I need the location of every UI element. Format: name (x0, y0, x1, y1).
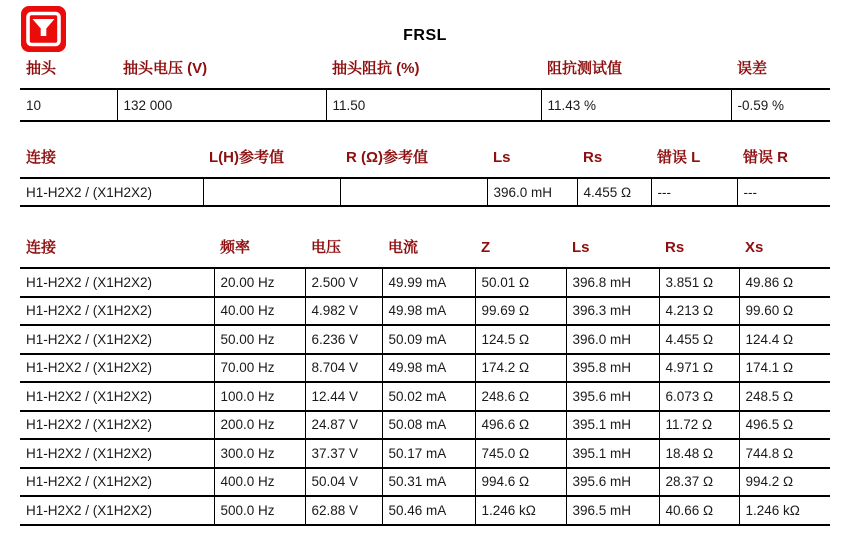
rs-value: 4.455 Ω (577, 178, 651, 206)
xs-value: 496.5 Ω (739, 411, 830, 440)
voltage-value: 62.88 V (305, 496, 382, 525)
connection-value: H1-H2X2 / (X1H2X2) (20, 496, 214, 525)
frequency-value: 70.00 Hz (214, 354, 305, 383)
z-value: 99.69 Ω (475, 297, 566, 326)
measurement-row (20, 297, 830, 326)
col-header-error: 误差 (737, 60, 768, 77)
tap-summary-table (20, 60, 830, 122)
col-header-frequency: 频率 (220, 239, 251, 256)
voltage-value: 37.37 V (305, 439, 382, 468)
col-header-measured-impedance: 阻抗测试值 (547, 60, 623, 77)
z-value: 124.5 Ω (475, 325, 566, 354)
col-header-current: 电流 (388, 239, 419, 256)
page-title: FRSL (403, 27, 447, 44)
voltage-value: 4.982 V (305, 297, 382, 326)
voltage-value: 6.236 V (305, 325, 382, 354)
measurement-row (20, 439, 830, 468)
connection-value: H1-H2X2 / (X1H2X2) (20, 468, 214, 497)
xs-value: 248.5 Ω (739, 382, 830, 411)
connection-value: H1-H2X2 / (X1H2X2) (20, 439, 214, 468)
rs-value: 28.37 Ω (659, 468, 739, 497)
col-header-rs: Rs (665, 239, 685, 256)
frequency-value: 100.0 Hz (214, 382, 305, 411)
rs-value: 3.851 Ω (659, 268, 739, 297)
voltage-value: 8.704 V (305, 354, 382, 383)
col-header-voltage: 电压 (311, 239, 342, 256)
measurement-row (20, 382, 830, 411)
col-header-tap-voltage: 抽头电压 (V) (123, 60, 208, 77)
ls-value: 395.6 mH (566, 382, 659, 411)
voltage-value: 50.04 V (305, 468, 382, 497)
col-header-l-reference: L(H)参考值 (209, 149, 284, 166)
connection-value: H1-H2X2 / (X1H2X2) (20, 325, 214, 354)
ls-value: 395.8 mH (566, 354, 659, 383)
measurement-row (20, 496, 830, 525)
z-value: 174.2 Ω (475, 354, 566, 383)
col-header-error-l: 错误 L (657, 149, 701, 166)
frequency-value: 20.00 Hz (214, 268, 305, 297)
measurement-row (20, 468, 830, 497)
rs-value: 4.213 Ω (659, 297, 739, 326)
col-header-xs: Xs (745, 239, 764, 256)
frequency-value: 40.00 Hz (214, 297, 305, 326)
col-header-z: Z (481, 239, 491, 256)
error-l-value: --- (651, 178, 737, 206)
current-value: 50.17 mA (382, 439, 475, 468)
col-header-tap-impedance: 抽头阻抗 (%) (332, 60, 420, 77)
measurement-table-header-row (20, 239, 830, 268)
rs-value: 4.455 Ω (659, 325, 739, 354)
rs-value: 18.48 Ω (659, 439, 739, 468)
reference-table-row (20, 178, 830, 206)
tap-voltage-value: 132 000 (117, 89, 326, 121)
current-value: 50.09 mA (382, 325, 475, 354)
report-header (0, 0, 862, 56)
ls-value: 396.0 mH (487, 178, 577, 206)
xs-value: 124.4 Ω (739, 325, 830, 354)
current-value: 50.08 mA (382, 411, 475, 440)
ls-value: 396.8 mH (566, 268, 659, 297)
xs-value: 174.1 Ω (739, 354, 830, 383)
current-value: 49.98 mA (382, 297, 475, 326)
xs-value: 49.86 Ω (739, 268, 830, 297)
frequency-value: 200.0 Hz (214, 411, 305, 440)
voltage-value: 2.500 V (305, 268, 382, 297)
xs-value: 744.8 Ω (739, 439, 830, 468)
frequency-value: 400.0 Hz (214, 468, 305, 497)
ls-value: 395.6 mH (566, 468, 659, 497)
col-header-connection: 连接 (26, 149, 57, 166)
z-value: 496.6 Ω (475, 411, 566, 440)
xs-value: 1.246 kΩ (739, 496, 830, 525)
current-value: 49.98 mA (382, 354, 475, 383)
connection-value: H1-H2X2 / (X1H2X2) (20, 268, 214, 297)
ls-value: 395.1 mH (566, 439, 659, 468)
connection-value: H1-H2X2 / (X1H2X2) (20, 297, 214, 326)
connection-value: H1-H2X2 / (X1H2X2) (20, 411, 214, 440)
current-value: 50.31 mA (382, 468, 475, 497)
rs-value: 11.72 Ω (659, 411, 739, 440)
l-reference-value (203, 178, 340, 206)
measurement-row (20, 325, 830, 354)
z-value: 248.6 Ω (475, 382, 566, 411)
rs-value: 4.971 Ω (659, 354, 739, 383)
col-header-connection: 连接 (26, 239, 57, 256)
col-header-error-r: 错误 R (743, 149, 789, 166)
current-value: 50.02 mA (382, 382, 475, 411)
rs-value: 6.073 Ω (659, 382, 739, 411)
frequency-value: 500.0 Hz (214, 496, 305, 525)
frequency-value: 50.00 Hz (214, 325, 305, 354)
reference-table (20, 149, 830, 207)
current-value: 49.99 mA (382, 268, 475, 297)
col-header-rs: Rs (583, 149, 603, 166)
z-value: 745.0 Ω (475, 439, 566, 468)
ls-value: 396.3 mH (566, 297, 659, 326)
measurement-row (20, 354, 830, 383)
tap-value: 10 (20, 89, 117, 121)
rs-value: 40.66 Ω (659, 496, 739, 525)
error-r-value: --- (737, 178, 830, 206)
z-value: 994.6 Ω (475, 468, 566, 497)
ls-value: 395.1 mH (566, 411, 659, 440)
col-header-ls: Ls (493, 149, 511, 166)
z-value: 50.01 Ω (475, 268, 566, 297)
col-header-r-reference: R (Ω)参考值 (346, 149, 429, 166)
connection-value: H1-H2X2 / (X1H2X2) (20, 178, 203, 206)
tap-table-header-row (20, 60, 830, 89)
tap-impedance-value: 11.50 (326, 89, 541, 121)
xs-value: 994.2 Ω (739, 468, 830, 497)
error-value: -0.59 % (731, 89, 830, 121)
col-header-tap: 抽头 (26, 60, 57, 77)
frequency-value: 300.0 Hz (214, 439, 305, 468)
ls-value: 396.0 mH (566, 325, 659, 354)
ls-value: 396.5 mH (566, 496, 659, 525)
reference-table-header-row (20, 149, 830, 178)
r-reference-value (340, 178, 487, 206)
col-header-ls: Ls (572, 239, 590, 256)
tap-table-row (20, 89, 830, 121)
measurement-row (20, 268, 830, 297)
current-value: 50.46 mA (382, 496, 475, 525)
voltage-value: 12.44 V (305, 382, 382, 411)
measured-impedance-value: 11.43 % (541, 89, 731, 121)
z-value: 1.246 kΩ (475, 496, 566, 525)
voltage-value: 24.87 V (305, 411, 382, 440)
connection-value: H1-H2X2 / (X1H2X2) (20, 354, 214, 383)
measurement-row (20, 411, 830, 440)
measurement-table (20, 239, 830, 526)
connection-value: H1-H2X2 / (X1H2X2) (20, 382, 214, 411)
xs-value: 99.60 Ω (739, 297, 830, 326)
